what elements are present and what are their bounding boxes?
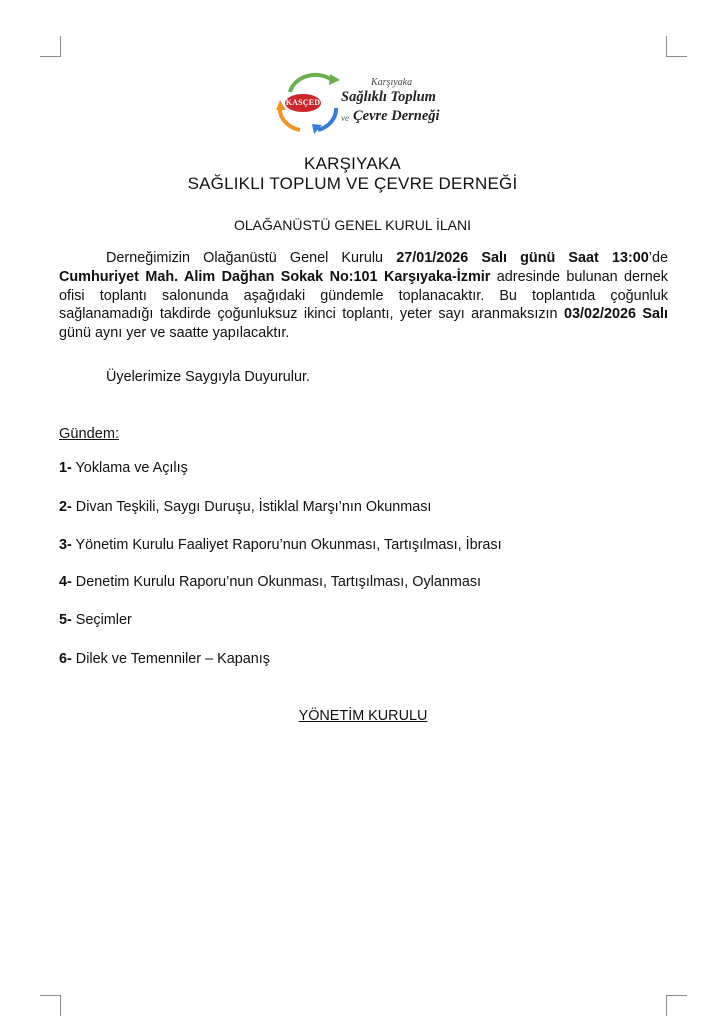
announcement-paragraph: [59, 249, 668, 343]
crop-mark-top-right: [666, 36, 687, 57]
crop-mark-top-left: [40, 36, 61, 57]
agenda-title: Gündem:: [59, 426, 120, 442]
agenda-item-text: Dilek ve Temenniler – Kapanış: [71, 651, 270, 667]
board-signature: YÖNETİM KURULU: [298, 708, 428, 724]
page-title-line1: KARŞIYAKA: [304, 154, 401, 173]
agenda-item-text: Yönetim Kurulu Faaliyet Raporu’nun Okunması, Tartışılması, İbrası: [71, 537, 502, 553]
crop-mark-bottom-right: [666, 995, 687, 1016]
para-text-4: adresinde bulunan dernek ofisi toplantı salonunda aşağıdaki gündemle toplanacaktır. Bu toplantıda çoğunluk sağlanamadığı takdirde çoğunluksuz ikinci toplantı, yeter sayı aranmaksızın: [59, 268, 668, 323]
meeting-time: günü Saat 13:00: [520, 250, 649, 266]
agenda-item-number: 2-: [59, 499, 72, 515]
agenda-item-text: Divan Teşkili, Saygı Duruşu, İstiklal Marşı’nın Okunması: [71, 499, 432, 515]
agenda-item-text: Denetim Kurulu Raporu’nun Okunması, Tartışılması, Oylanması: [71, 574, 482, 590]
agenda-item-number: 5-: [59, 612, 72, 628]
logo-text-line2: Çevre Derneği: [353, 108, 440, 124]
agenda-item: [59, 612, 132, 628]
announcement-subtitle: OLAĞANÜSTÜ GENEL KURUL İLANI: [233, 217, 472, 233]
logo-text-line1: Sağlıklı Toplum: [341, 89, 436, 105]
agenda-item: [59, 499, 431, 515]
association-logo: [270, 70, 460, 140]
agenda-item: [59, 537, 502, 553]
agenda-item-number: 3-: [59, 537, 72, 553]
greeting-text: Üyelerimize Saygıyla Duyurulur.: [106, 369, 310, 385]
logo-ve-text: ve: [341, 113, 349, 123]
para-text-1: Derneğimizin Olağanüstü Genel Kurulu: [106, 250, 397, 266]
meeting-address: Cumhuriyet Mah. Alim Dağhan Sokak No:101 Karşıyaka-İzmir: [59, 268, 491, 285]
agenda-item-number: 1-: [59, 460, 72, 476]
para-text-2: [507, 250, 520, 266]
crop-mark-bottom-left: [40, 995, 61, 1016]
agenda-item-text: Seçimler: [71, 612, 132, 628]
agenda-item: [59, 460, 188, 476]
agenda-item-text: Yoklama ve Açılış: [71, 460, 188, 476]
agenda-item: [59, 574, 481, 590]
agenda-item: [59, 651, 270, 667]
logo-badge: KASÇED: [285, 94, 321, 112]
page-title-line2: SAĞLIKLI TOPLUM VE ÇEVRE DERNEĞİ: [187, 174, 518, 193]
agenda-item-number: 4-: [59, 574, 72, 590]
para-text-5: günü aynı yer ve saatte yapılacaktır.: [59, 325, 290, 342]
para-text-3: ’de: [648, 250, 669, 266]
logo-small-text: Karşıyaka: [371, 77, 413, 88]
meeting-date: 27/01/2026 Salı: [396, 250, 507, 266]
second-meeting-date: 03/02/2026 Salı: [563, 306, 668, 323]
agenda-item-number: 6-: [59, 651, 72, 667]
